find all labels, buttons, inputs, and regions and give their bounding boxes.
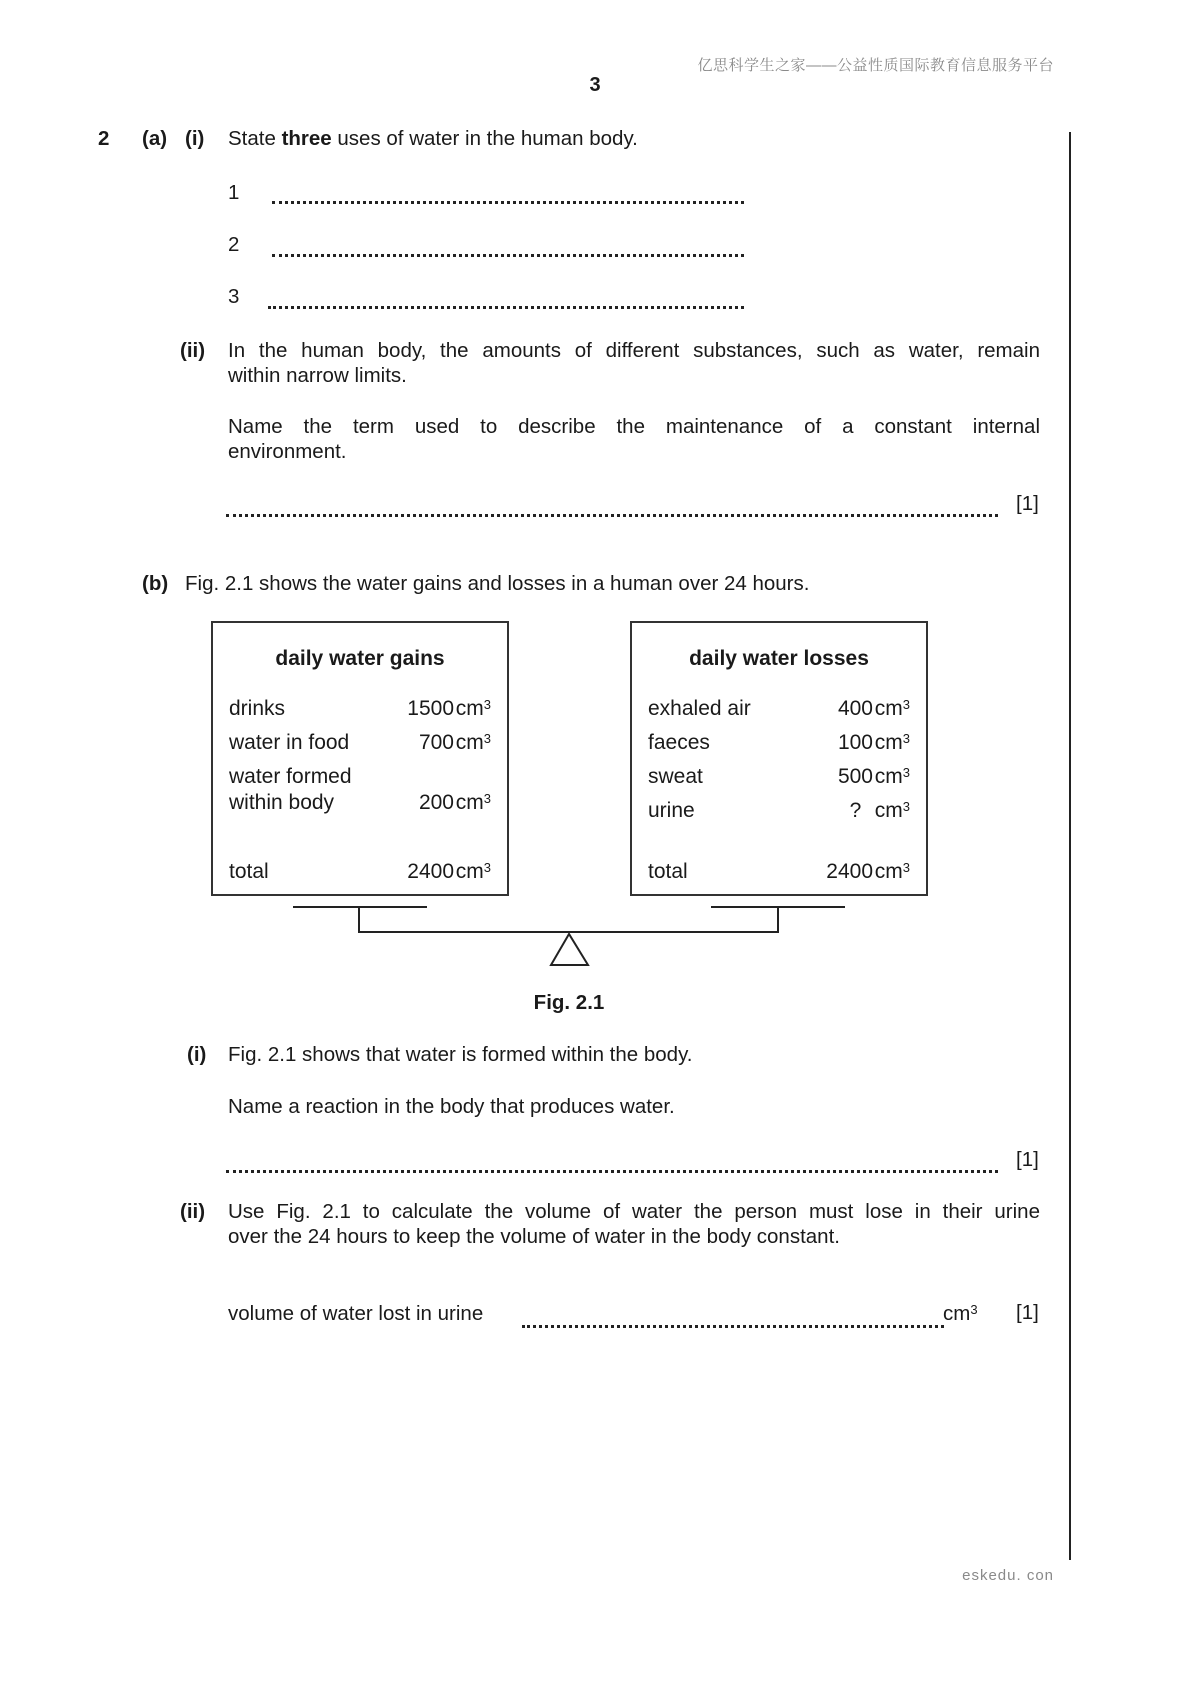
value-unit: cm xyxy=(455,731,484,754)
gains-label-line2: within body xyxy=(229,791,335,814)
value-unit-power: 3 xyxy=(902,860,910,875)
part-a-ii-text-line2: within narrow limits. xyxy=(228,364,407,387)
losses-title: daily water losses xyxy=(689,647,869,670)
part-b-intro: Fig. 2.1 shows the water gains and losses in a human over 24 hours. xyxy=(185,572,810,595)
part-b-ii-label: (ii) xyxy=(180,1200,206,1223)
urine-volume-unit xyxy=(943,1301,978,1326)
value-unit: cm xyxy=(874,765,903,788)
prompt-post: uses of water in the human body. xyxy=(331,127,638,150)
unit-text: cm xyxy=(943,1302,971,1325)
value-unit-power: 3 xyxy=(902,765,910,780)
value-number: 200 xyxy=(418,791,454,814)
page-number: 3 xyxy=(589,74,601,96)
part-b-i-text: Fig. 2.1 shows that water is formed within the body. xyxy=(228,1043,693,1066)
part-b-ii-text-line1: Use Fig. 2.1 to calculate the volume of water the person must lose in their urine xyxy=(228,1200,1040,1223)
value-number: 1500 xyxy=(407,697,454,720)
losses-label: sweat xyxy=(648,765,703,788)
value-number: 100 xyxy=(837,731,873,754)
unit-power: 3 xyxy=(970,1302,978,1317)
value-unit-power: 3 xyxy=(902,731,910,746)
part-a-label: (a) xyxy=(142,127,168,150)
answer-line-reaction[interactable] xyxy=(226,1170,998,1173)
part-b-i-question: Name a reaction in the body that produces water. xyxy=(228,1095,675,1118)
gains-label: drinks xyxy=(229,697,286,720)
fulcrum-triangle xyxy=(551,934,588,965)
value-unit: cm xyxy=(455,697,484,720)
mark-a-ii: [1] xyxy=(1016,492,1039,515)
mark-b-i: [1] xyxy=(1016,1148,1039,1171)
value-unit-power: 3 xyxy=(483,731,491,746)
value-number: ? xyxy=(849,799,862,822)
prompt-pre: State xyxy=(228,127,282,150)
part-a-ii-question-line2: environment. xyxy=(228,440,347,463)
losses-total-label: total xyxy=(648,860,688,883)
value-number: 400 xyxy=(837,697,873,720)
value-number: 700 xyxy=(418,731,454,754)
part-a-i-label: (i) xyxy=(185,127,205,150)
part-b-ii-text-line2: over the 24 hours to keep the volume of water in the body constant. xyxy=(228,1225,840,1248)
value-unit: cm xyxy=(874,860,903,883)
value-unit: cm xyxy=(874,731,903,754)
answer-line-2-number: 2 xyxy=(228,233,240,256)
part-a-ii-text-line1: In the human body, the amounts of different substances, such as water, remain xyxy=(228,339,1040,362)
prompt-bold: three xyxy=(281,127,332,150)
mark-b-ii: [1] xyxy=(1016,1301,1039,1324)
figure-caption: Fig. 2.1 xyxy=(533,991,605,1014)
answer-line-1-number: 1 xyxy=(228,181,240,204)
value-unit-power: 3 xyxy=(483,791,491,806)
gains-title: daily water gains xyxy=(275,647,445,670)
value-unit-power: 3 xyxy=(902,799,910,814)
part-b-i-label: (i) xyxy=(187,1043,207,1066)
losses-label: urine xyxy=(648,799,695,822)
answer-line-3-number: 3 xyxy=(228,285,240,308)
urine-volume-answer-line[interactable] xyxy=(522,1325,944,1328)
value-unit-power: 3 xyxy=(483,697,491,712)
value-unit-power: 3 xyxy=(902,697,910,712)
value-unit: cm xyxy=(874,799,903,822)
balance-beam xyxy=(359,907,778,932)
footer-watermark: eskedu. con xyxy=(962,1567,1054,1584)
value-unit-power: 3 xyxy=(483,860,491,875)
value-number: 500 xyxy=(837,765,873,788)
gains-total-label: total xyxy=(229,860,269,883)
watermark: 亿思科学生之家——公益性质国际教育信息服务平台 xyxy=(697,57,1054,74)
part-a-ii-label: (ii) xyxy=(180,339,206,362)
gains-label: water formed xyxy=(229,765,352,788)
part-b-label: (b) xyxy=(142,572,169,595)
value-number: 2400 xyxy=(826,860,873,883)
part-a-ii-question-line1: Name the term used to describe the maintenance of a constant internal xyxy=(228,415,1040,438)
urine-volume-label: volume of water lost in urine xyxy=(228,1302,484,1325)
losses-label: exhaled air xyxy=(648,697,751,720)
value-unit: cm xyxy=(455,791,484,814)
value-number: 2400 xyxy=(407,860,454,883)
gains-label: water in food xyxy=(229,731,350,754)
value-unit: cm xyxy=(455,860,484,883)
question-number: 2 xyxy=(98,127,110,150)
losses-label: faeces xyxy=(648,731,710,754)
value-unit: cm xyxy=(874,697,903,720)
